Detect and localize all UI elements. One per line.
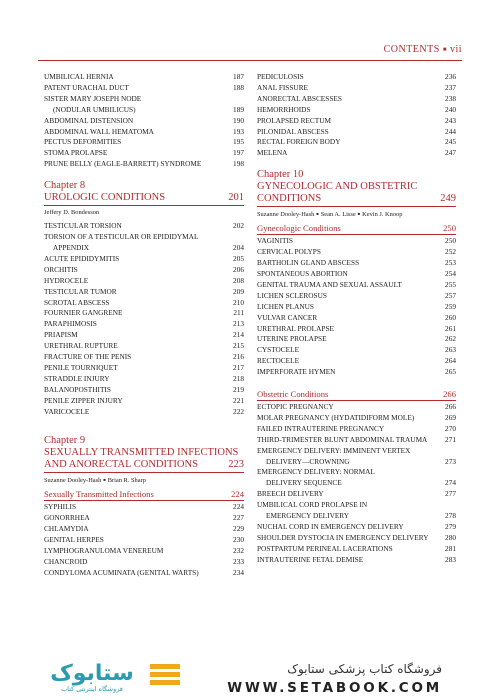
toc-entry[interactable] xyxy=(257,258,456,269)
toc-entry[interactable] xyxy=(257,324,456,335)
toc-entry-title: ABDOMINAL DISTENSION xyxy=(44,115,134,125)
toc-entry-title: VULVAR CANCER xyxy=(257,312,318,322)
toc-entry-page: 222 xyxy=(233,406,244,416)
chapter8-title-text: UROLOGIC CONDITIONS xyxy=(44,192,166,204)
toc-entry-page: 197 xyxy=(233,148,244,158)
toc-entry[interactable] xyxy=(44,385,244,396)
toc-entry-page: 198 xyxy=(233,159,244,169)
toc-entry-title: CHLAMYDIA xyxy=(44,524,89,534)
toc-entry[interactable] xyxy=(257,269,456,280)
toc-entry-page: 273 xyxy=(445,456,456,466)
toc-entry[interactable] xyxy=(257,457,456,468)
toc-entry-title: URETHRAL PROLAPSE xyxy=(257,323,334,333)
toc-entry-page: 188 xyxy=(233,82,244,92)
section-sti-page: 224 xyxy=(231,489,244,500)
toc-entry-page: 263 xyxy=(445,345,456,355)
toc-entry-title: FRACTURE OF THE PENIS xyxy=(44,352,132,362)
toc-entry-title: UMBILICAL CORD PROLAPSE IN xyxy=(257,500,368,510)
toc-entry-title: PILONIDAL ABSCESS xyxy=(257,126,329,136)
toc-entry-page: 210 xyxy=(233,297,244,307)
toc-entry-page: 238 xyxy=(445,93,456,103)
toc-entry-title: CONDYLOMA ACUMINATA (GENITAL WARTS) xyxy=(44,567,199,577)
toc-entry[interactable] xyxy=(44,287,244,298)
toc-entry[interactable] xyxy=(44,276,244,287)
toc-entry[interactable] xyxy=(44,502,244,513)
toc-entry-page: 245 xyxy=(445,137,456,147)
banner-persian-title: فروشگاه کتاب پزشکی ستابوک xyxy=(287,662,442,676)
toc-entry-page: 244 xyxy=(445,126,456,136)
toc-entry-page: 205 xyxy=(233,253,244,263)
section-sti[interactable] xyxy=(44,489,244,501)
toc-entry-title: VAGINITIS xyxy=(257,236,293,246)
toc-entry-page: 215 xyxy=(233,341,244,351)
toc-entry[interactable] xyxy=(257,511,456,522)
toc-entry-title: PRUNE BELLY (EAGLE-BARRETT) SYNDROME xyxy=(44,159,202,169)
toc-entry-title: ECTOPIC PREGNANCY xyxy=(257,402,334,412)
header-rule xyxy=(38,60,462,61)
toc-entry-title: MOLAR PREGNANCY (HYDATIDIFORM MOLE) xyxy=(257,412,415,422)
toc-entry-title: RECTOCELE xyxy=(257,356,300,366)
toc-entry-title: LICHEN SCLEROSUS xyxy=(257,290,327,300)
toc-entry[interactable] xyxy=(44,94,244,105)
chapter9-continued-entries xyxy=(257,72,456,159)
toc-entry-page: 277 xyxy=(445,489,456,499)
toc-entry-page: 190 xyxy=(233,115,244,125)
toc-entry-title: BALANOPOSTHITIS xyxy=(44,384,111,394)
right-column xyxy=(257,72,456,566)
toc-entry[interactable] xyxy=(257,313,456,324)
chapter8-page: 201 xyxy=(228,192,244,204)
toc-entry-title: GENITAL TRAUMA AND SEXUAL ASSAULT xyxy=(257,279,402,289)
toc-entry[interactable] xyxy=(257,105,456,116)
toc-entry[interactable] xyxy=(44,254,244,265)
chapter10-authors xyxy=(257,209,456,219)
section-gynecologic-page: 250 xyxy=(443,223,456,234)
chapter9-title[interactable] xyxy=(44,447,244,473)
toc-entry-page: 262 xyxy=(445,334,456,344)
toc-entry[interactable] xyxy=(44,341,244,352)
toc-entry-title: CYSTOCELE xyxy=(257,345,300,355)
chapter10-title-line1: GYNECOLOGIC AND OBSTETRIC xyxy=(257,181,418,193)
toc-entry[interactable] xyxy=(257,446,456,457)
toc-entry-title: SYPHILIS xyxy=(44,502,77,512)
toc-entry-title: BARTHOLIN GLAND ABSCESS xyxy=(257,258,360,268)
setabook-logo xyxy=(30,658,190,694)
toc-entry[interactable] xyxy=(44,557,244,568)
chapter9-entries xyxy=(44,502,244,578)
gynecologic-entries xyxy=(257,236,456,378)
section-gynecologic[interactable] xyxy=(257,223,456,235)
toc-entry-title: PRIAPISM xyxy=(44,330,78,340)
toc-entry[interactable] xyxy=(44,319,244,330)
toc-entry-title: EMERGENCY DELIVERY xyxy=(266,511,350,521)
toc-entry-title: UMBILICAL HERNIA xyxy=(44,72,114,81)
header-page-number: vii xyxy=(449,44,462,55)
chapter7-entries xyxy=(44,72,244,170)
toc-entry[interactable] xyxy=(44,513,244,524)
toc-entry-page: 266 xyxy=(445,402,456,412)
toc-entry[interactable] xyxy=(44,396,244,407)
toc-entry-title: ABDOMINAL WALL HEMATOMA xyxy=(44,126,154,136)
toc-entry-title: PROLAPSED RECTUM xyxy=(257,115,331,125)
toc-entry-title: RECTAL FOREIGN BODY xyxy=(257,137,341,147)
toc-entry-title: MELENA xyxy=(257,148,288,158)
chapter10-label: Chapter 10 xyxy=(257,169,304,181)
toc-entry-page: 255 xyxy=(445,279,456,289)
toc-entry-title: EMERGENCY DELIVERY: NORMAL xyxy=(257,467,375,477)
toc-entry-page: 187 xyxy=(233,72,244,81)
left-column xyxy=(44,72,244,579)
toc-entry-title: FAILED INTRAUTERINE PREGNANCY xyxy=(257,423,385,433)
toc-entry-page: 202 xyxy=(233,221,244,231)
toc-entry-page: 229 xyxy=(233,524,244,534)
toc-entry[interactable] xyxy=(257,413,456,424)
toc-entry-title: DELIVERY SEQUENCE xyxy=(266,478,342,488)
toc-entry-page: 217 xyxy=(233,362,244,372)
toc-entry[interactable] xyxy=(44,105,244,116)
toc-entry-page: 224 xyxy=(233,502,244,512)
toc-entry-page: 240 xyxy=(445,104,456,114)
toc-entry[interactable] xyxy=(44,72,244,83)
toc-entry-title: STOMA PROLAPSE xyxy=(44,148,108,158)
toc-entry-title: EMERGENCY DELIVERY: IMMINENT VERTEX xyxy=(257,445,411,455)
toc-entry-title: LYMPHOGRANULOMA VENEREUM xyxy=(44,546,164,556)
toc-entry-page: 264 xyxy=(445,356,456,366)
chapter10-author-2: Sean A. Lisse xyxy=(320,211,356,219)
toc-entry-title: GENITAL HERPES xyxy=(44,535,104,545)
toc-entry-title: FOURNIER GANGRENE xyxy=(44,308,123,318)
toc-entry-page: 257 xyxy=(445,290,456,300)
chapter9-author-2: Brian R. Sharp xyxy=(107,477,146,485)
toc-entry-page: 254 xyxy=(445,268,456,278)
section-obstetric[interactable] xyxy=(257,389,456,401)
toc-entry[interactable] xyxy=(44,137,244,148)
toc-entry-title: PATENT URACHAL DUCT xyxy=(44,82,129,92)
toc-entry-page: 280 xyxy=(445,532,456,542)
toc-entry[interactable] xyxy=(257,148,456,159)
toc-entry-page: 237 xyxy=(445,82,456,92)
toc-entry-page: 279 xyxy=(445,522,456,531)
toc-entry-title: HEMORRHOIDS xyxy=(257,104,311,114)
toc-entry-page: 213 xyxy=(233,319,244,329)
toc-entry-title: SHOULDER DYSTOCIA IN EMERGENCY DELIVERY xyxy=(257,532,429,542)
toc-entry[interactable] xyxy=(257,94,456,105)
toc-entry[interactable] xyxy=(257,345,456,356)
toc-entry-title: TESTICULAR TORSION xyxy=(44,221,122,231)
toc-entry-title: VARICOCELE xyxy=(44,406,90,416)
toc-entry[interactable] xyxy=(257,522,456,533)
toc-entry-page: 195 xyxy=(233,137,244,147)
toc-entry[interactable] xyxy=(257,424,456,435)
toc-entry[interactable] xyxy=(44,330,244,341)
toc-entry-page: 247 xyxy=(445,148,456,158)
toc-entry-title: TESTICULAR TUMOR xyxy=(44,286,117,296)
toc-entry[interactable] xyxy=(44,546,244,557)
toc-entry-title: TORSION OF A TESTICULAR OR EPIDIDYMAL xyxy=(44,232,199,242)
toc-entry-title: PECTUS DEFORMITIES xyxy=(44,137,122,147)
toc-entry-title: POSTPARTUM PERINEAL LACERATIONS xyxy=(257,543,393,553)
toc-entry-title: SISTER MARY JOSEPH NODE xyxy=(44,93,142,103)
toc-entry[interactable] xyxy=(257,555,456,566)
toc-entry[interactable] xyxy=(44,243,244,254)
toc-entry-page: 269 xyxy=(445,412,456,422)
toc-entry-page: 260 xyxy=(445,312,456,322)
toc-entry[interactable] xyxy=(44,407,244,418)
toc-entry[interactable] xyxy=(257,544,456,555)
chapter10-title-line2: CONDITIONS xyxy=(257,193,322,205)
toc-entry-title: SCROTAL ABSCESS xyxy=(44,297,110,307)
book-stack-icon xyxy=(150,664,180,685)
toc-entry[interactable] xyxy=(257,280,456,291)
toc-entry-title: PARAPHIMOSIS xyxy=(44,319,97,329)
section-sti-title: Sexually Transmitted Infections xyxy=(44,489,154,500)
toc-entry-page: 252 xyxy=(445,247,456,257)
chapter9-page: 223 xyxy=(228,459,244,471)
toc-entry[interactable] xyxy=(44,298,244,309)
toc-entry-page: 193 xyxy=(233,126,244,136)
toc-entry[interactable] xyxy=(257,72,456,83)
toc-entry[interactable] xyxy=(44,568,244,579)
section-obstetric-title: Obstetric Conditions xyxy=(257,389,329,400)
toc-entry-page: 221 xyxy=(233,395,244,405)
toc-entry-title: ORCHITIS xyxy=(44,264,78,274)
toc-entry[interactable] xyxy=(44,374,244,385)
toc-entry-title: IMPERFORATE HYMEN xyxy=(257,367,336,377)
toc-entry-page: 278 xyxy=(445,511,456,521)
toc-entry-page: 204 xyxy=(233,242,244,252)
toc-entry[interactable] xyxy=(44,148,244,159)
toc-entry-page: 250 xyxy=(445,236,456,246)
toc-entry[interactable] xyxy=(257,489,456,500)
toc-entry-title: GONORRHEA xyxy=(44,513,90,523)
chapter8-entries xyxy=(44,221,244,417)
toc-entry-page: 232 xyxy=(233,546,244,556)
toc-entry-title: DELIVERY—CROWNING xyxy=(266,456,350,466)
toc-entry[interactable] xyxy=(44,352,244,363)
header-contents: CONTENTS xyxy=(383,44,440,55)
toc-entry-title: NUCHAL CORD IN EMERGENCY DELIVERY xyxy=(257,522,404,531)
toc-entry[interactable] xyxy=(44,127,244,138)
chapter10-author-1: Suzanne Dooley-Hash xyxy=(257,211,315,219)
toc-entry-page: 271 xyxy=(445,434,456,444)
toc-entry[interactable] xyxy=(257,83,456,94)
toc-entry-page: 219 xyxy=(233,384,244,394)
toc-entry-title: (NODULAR UMBILICUS) xyxy=(53,104,136,114)
toc-entry[interactable] xyxy=(44,159,244,170)
chapter10-title[interactable] xyxy=(257,181,456,207)
toc-entry-page: 253 xyxy=(445,258,456,268)
chapter8-label: Chapter 8 xyxy=(44,180,86,192)
toc-entry[interactable] xyxy=(44,83,244,94)
toc-entry[interactable] xyxy=(44,232,244,243)
toc-entry[interactable] xyxy=(257,334,456,345)
toc-entry-page: 208 xyxy=(233,275,244,285)
toc-entry-page: 234 xyxy=(233,567,244,577)
author-separator: ■ xyxy=(103,477,106,483)
toc-entry-title: ACUTE EPIDIDYMITIS xyxy=(44,253,120,263)
toc-entry[interactable] xyxy=(44,116,244,127)
toc-entry[interactable] xyxy=(257,116,456,127)
toc-entry-title: LICHEN PLANUS xyxy=(257,301,314,311)
chapter9-authors xyxy=(44,475,244,485)
toc-entry-page: 236 xyxy=(445,72,456,81)
toc-entry[interactable] xyxy=(44,308,244,319)
toc-entry-page: 261 xyxy=(445,323,456,333)
toc-entry[interactable] xyxy=(257,478,456,489)
logo-tagline: فروشگاه اینترنتی کتاب xyxy=(61,685,123,693)
chapter9-author-1: Suzanne Dooley-Hash xyxy=(44,477,102,485)
toc-entry-title: ANORECTAL ABSCESSES xyxy=(257,93,342,103)
chapter8-title[interactable] xyxy=(44,192,244,206)
toc-entry-page: 281 xyxy=(445,543,456,553)
toc-entry-title: SPONTANEOUS ABORTION xyxy=(257,268,348,278)
banner-url[interactable]: WWW.SETABOOK.COM xyxy=(227,680,442,696)
running-header xyxy=(38,44,462,55)
toc-entry[interactable] xyxy=(257,356,456,367)
logo-wordmark: ستابوک xyxy=(50,661,134,686)
author-separator: ■ xyxy=(357,211,361,217)
toc-entry-page: 274 xyxy=(445,478,456,488)
toc-entry[interactable] xyxy=(257,402,456,413)
toc-entry-title: INTRAUTERINE FETAL DEMISE xyxy=(257,554,364,564)
toc-entry-page: 209 xyxy=(233,286,244,296)
chapter8-author: Jeffery D. Bondesson xyxy=(44,209,100,217)
toc-entry[interactable] xyxy=(257,467,456,478)
toc-entry-title: PENILE ZIPPER INJURY xyxy=(44,395,123,405)
toc-entry-title: APPENDIX xyxy=(53,242,90,252)
toc-entry[interactable] xyxy=(257,367,456,378)
chapter10-page: 249 xyxy=(440,193,456,205)
toc-entry-page: 227 xyxy=(233,513,244,523)
obstetric-entries xyxy=(257,402,456,566)
toc-entry[interactable] xyxy=(257,500,456,511)
toc-entry-title: ANAL FISSURE xyxy=(257,82,309,92)
chapter10-author-3: Kevin J. Knoop xyxy=(362,211,403,219)
toc-entry[interactable] xyxy=(257,247,456,258)
toc-entry-page: 259 xyxy=(445,301,456,311)
toc-entry-title: CERVICAL POLYPS xyxy=(257,247,321,257)
toc-entry[interactable] xyxy=(257,127,456,138)
chapter9-label: Chapter 9 xyxy=(44,435,86,447)
toc-entry-page: 206 xyxy=(233,264,244,274)
toc-entry-title: CHANCROID xyxy=(44,557,88,566)
toc-entry-title: BREECH DELIVERY xyxy=(257,489,324,499)
toc-entry-title: PENILE TOURNIQUET xyxy=(44,362,118,372)
chapter9-title-line2: AND ANORECTAL CONDITIONS xyxy=(44,459,198,471)
toc-entry[interactable] xyxy=(257,302,456,313)
toc-entry-title: THIRD-TRIMESTER BLUNT ABDOMINAL TRAUMA xyxy=(257,434,428,444)
toc-entry[interactable] xyxy=(257,236,456,247)
toc-entry-page: 233 xyxy=(233,557,244,566)
section-obstetric-page: 266 xyxy=(443,389,456,400)
toc-entry[interactable] xyxy=(44,535,244,546)
toc-entry[interactable] xyxy=(44,363,244,374)
toc-entry[interactable] xyxy=(257,137,456,148)
toc-entry[interactable] xyxy=(257,291,456,302)
toc-entry-title: HYDROCELE xyxy=(44,275,89,285)
toc-entry-page: 265 xyxy=(445,367,456,377)
toc-entry[interactable] xyxy=(44,524,244,535)
toc-entry-page: 211 xyxy=(233,308,244,318)
toc-entry[interactable] xyxy=(257,533,456,544)
toc-entry-page: 218 xyxy=(233,373,244,383)
toc-entry-page: 283 xyxy=(445,554,456,564)
toc-entry[interactable] xyxy=(44,221,244,232)
chapter9-title-line1: SEXUALLY TRANSMITTED INFECTIONS xyxy=(44,447,239,459)
toc-entry-page: 230 xyxy=(233,535,244,545)
toc-entry-page: 189 xyxy=(233,104,244,114)
toc-entry[interactable] xyxy=(44,265,244,276)
author-separator: ■ xyxy=(316,211,319,217)
setabook-banner[interactable] xyxy=(0,650,500,700)
toc-entry-page: 243 xyxy=(445,115,456,125)
toc-entry-title: URETHRAL RUPTURE xyxy=(44,341,118,351)
toc-entry-title: STRADDLE INJURY xyxy=(44,373,110,383)
toc-entry[interactable] xyxy=(257,435,456,446)
toc-entry-title: UTERINE PROLAPSE xyxy=(257,334,327,344)
toc-entry-page: 270 xyxy=(445,423,456,433)
header-separator: ■ xyxy=(442,47,447,53)
toc-entry-title: PEDICULOSIS xyxy=(257,72,304,81)
section-gynecologic-title: Gynecologic Conditions xyxy=(257,223,341,234)
toc-entry-page: 214 xyxy=(233,330,244,340)
toc-entry-page: 216 xyxy=(233,352,244,362)
